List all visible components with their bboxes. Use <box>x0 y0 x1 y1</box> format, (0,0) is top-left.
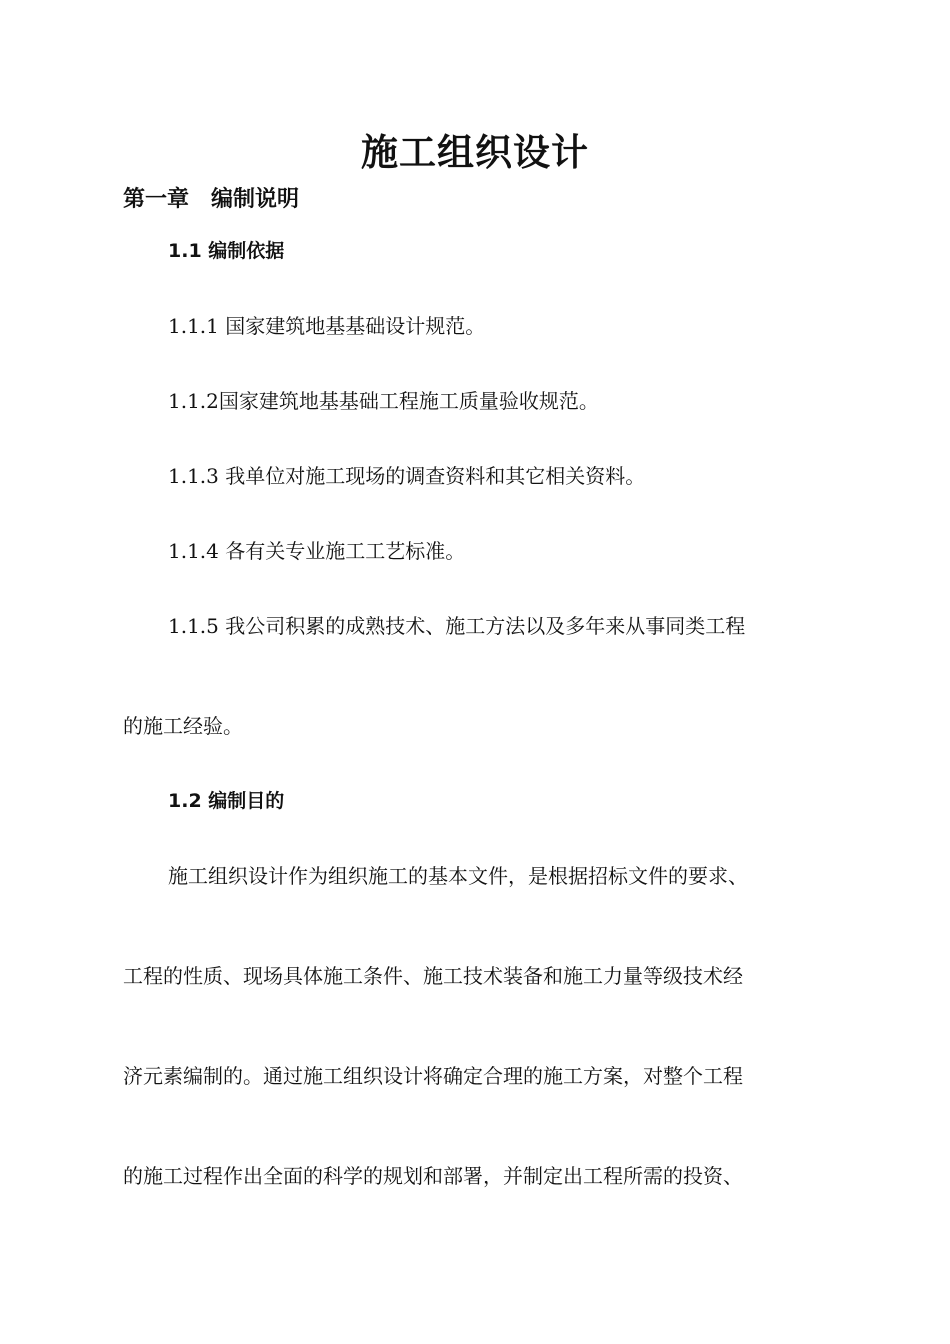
purpose-line-4: 的施工过程作出全面的科学的规划和部署，并制定出工程所需的投资、 <box>123 1164 743 1188</box>
chapter-number: 第一章 <box>123 187 190 212</box>
basis-item-2: 1.1.2国家建筑地基基础工程施工质量验收规范。 <box>168 389 599 413</box>
purpose-line-2: 工程的性质、现场具体施工条件、施工技术装备和施工力量等级技术经 <box>123 964 743 988</box>
basis-item-1: 1.1.1 国家建筑地基基础设计规范。 <box>168 314 486 338</box>
basis-item-3: 1.1.3 我单位对施工现场的调查资料和其它相关资料。 <box>168 464 646 488</box>
document-title: 施工组织设计 <box>361 131 589 174</box>
basis-item-5: 1.1.5 我公司积累的成熟技术、施工方法以及多年来从事同类工程 <box>168 614 746 638</box>
basis-item-5-continuation: 的施工经验。 <box>123 714 243 738</box>
purpose-line-3: 济元素编制的。通过施工组织设计将确定合理的施工方案，对整个工程 <box>123 1064 743 1088</box>
section-heading-1-2: 1.2 编制目的 <box>168 790 285 812</box>
purpose-line-1: 施工组织设计作为组织施工的基本文件，是根据招标文件的要求、 <box>168 864 748 888</box>
chapter-title: 编制说明 <box>211 187 300 212</box>
section-heading-1-1: 1.1 编制依据 <box>168 240 285 262</box>
basis-item-4: 1.1.4 各有关专业施工工艺标准。 <box>168 539 466 563</box>
chapter-heading <box>123 184 299 216</box>
